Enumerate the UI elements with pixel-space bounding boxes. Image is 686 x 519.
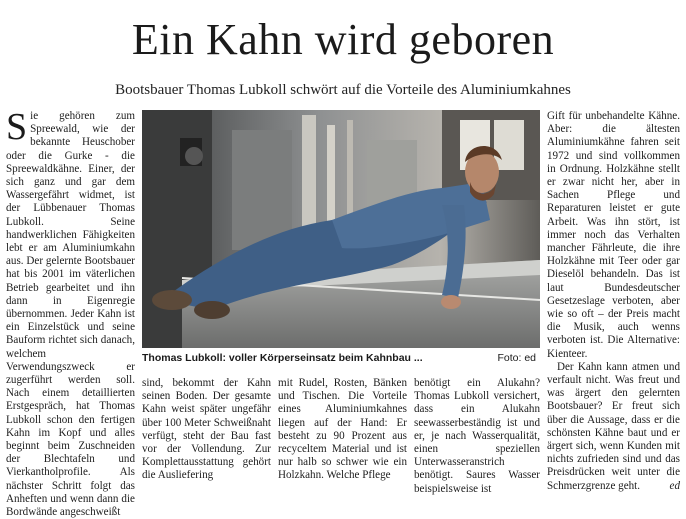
article-column-4 bbox=[414, 377, 540, 495]
article-column-3 bbox=[278, 377, 407, 482]
article-column-1 bbox=[6, 106, 135, 519]
author-signature: ed bbox=[669, 479, 680, 492]
photo-caption: Thomas Lubkoll: voller Körperseinsatz beim Kahnbau ... bbox=[142, 352, 423, 364]
photo-credit: Foto: ed bbox=[497, 352, 536, 364]
headline: Ein Kahn wird geboren bbox=[131, 15, 555, 64]
article-paragraph bbox=[6, 106, 135, 519]
paragraph-text: ie gehören zum Spreewald, wie der bekannte Heuschober oder die Gurke - die Spreewaldkähne. Einer, der sich ganz und gar dem Wassergefährt widmet, ist der Lübbenauer Thomas Lubkoll. Seine handwerklichen Fähigkeiten lebt er am Aluminiumkahn aus. Der gelernte Bootsbauer hat bis 2001 im väterlichen Betrieb gearbeitet und ihn dann in Eigenregie übernommen. Jeder Kahn ist ein Einzelstück und seine Bauform richtet sich danach, welchem Verwendungszweck er zugerführt werden soll. Nach einem detaillierten Erstgespräch, hat Thomas Lubkoll schon den fertigen Kahn im Kopf und alles beginnt beim Zuschneiden der Blechtafeln und Vierkantholprofile. Als nächster Schritt folgt das Anheften und wenn dann die Bordwände angeschweißt bbox=[6, 110, 135, 519]
article-photo bbox=[142, 110, 540, 348]
paragraph-text-span: Der Kahn kann atmen und verfault nicht. Was freut und was ärgert den gelernten Bootsbauer? Er freut sich über die Aussage, dass er die schönsten Kähne baut und er ärgert sich, wenn Kunden mit nichts zufrieden sind und das Preisdrücken weit unter die Schmerzgrenze geht. bbox=[547, 360, 680, 492]
photo-caption-row bbox=[142, 350, 540, 366]
paragraph-text bbox=[547, 361, 680, 493]
article-column-5 bbox=[547, 110, 680, 492]
paragraph-text: mit Rudel, Rosten, Bänken und Tischen. Die Vorteile eines Aluminiumkahnes liegen auf der Hand: Er besteht zu 90 Prozent aus recyceltem Material und ist nur halb so schwer wie ein Holzkahn. Welche Pflege bbox=[278, 377, 407, 482]
paragraph-text: sind, bekommt der Kahn seinen Boden. Der gesamte Kahn weist später ungefähr über 100 Meter Schweißnaht verfügt, steht der Bau fast vor der Vollendung. Zur Komplettausstattung gehört die Ausliefering bbox=[142, 377, 271, 482]
boatbuilder-photo-image bbox=[142, 110, 540, 348]
subheadline: Bootsbauer Thomas Lubkoll schwört auf die Vorteile des Aluminiumkahnes bbox=[115, 82, 571, 98]
paragraph-text: Gift für unbehandelte Kähne. Aber: die ältesten Aluminiumkähne fahren seit 1972 und sind vollkommen in Ordnung. Holzkähne stellt er zwar nicht her, aber in Sachen Pflege und Reparaturen leistet er gute Arbeit. Was ihn stört, ist immer noch das Verhalten mancher Fährleute, die ihre Holzkähne mit Teer oder gar Dieselöl behandeln. Das ist laut Bundesdeutscher Gesetzeslage verboten, aber wie so oft – der Preis macht die Musik, auch wenns verboten ist. Die Alternative: Kienteer. bbox=[547, 110, 680, 360]
drop-cap: S bbox=[6, 106, 28, 148]
article-column-2 bbox=[142, 377, 271, 482]
paragraph-text: benötigt ein Alukahn? Thomas Lubkoll versichert, dass ein Alukahn seewasserbeständig ist und er, je nach Wasserqualität, einen speziellen Unterwasseranstrich benötigt. Saures Wasser beispielsweise ist bbox=[414, 377, 540, 495]
